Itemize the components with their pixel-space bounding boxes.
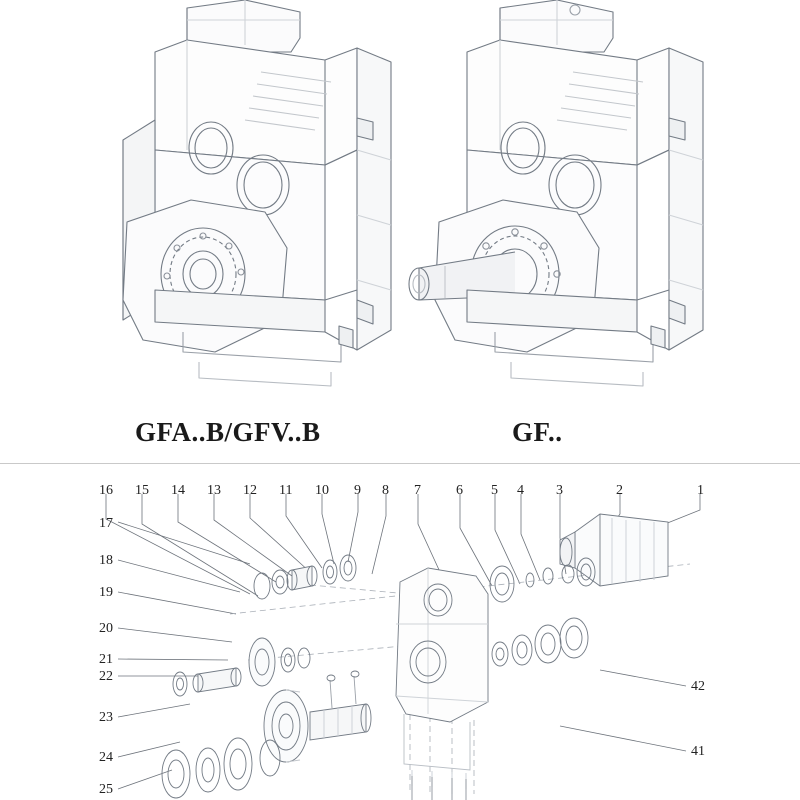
part-label-18: 18: [99, 553, 113, 568]
part-label-21: 21: [99, 652, 113, 667]
part-label-42: 42: [691, 679, 705, 694]
part-label-22: 22: [99, 669, 113, 684]
part-label-11: 11: [279, 483, 293, 498]
exploded-view-section: [0, 464, 800, 800]
part-label-23: 23: [99, 710, 113, 725]
part-label-25: 25: [99, 782, 113, 797]
part-label-6: 6: [456, 483, 463, 498]
part-label-10: 10: [315, 483, 329, 498]
exploded-parts-drawing: [0, 464, 800, 800]
part-label-9: 9: [354, 483, 361, 498]
part-label-3: 3: [556, 483, 563, 498]
part-label-14: 14: [171, 483, 185, 498]
part-label-20: 20: [99, 621, 113, 636]
gearbox-drawing-left: [95, 0, 395, 400]
caption-right-drawing: GF..: [512, 417, 563, 447]
gearbox-drawing-right: [405, 0, 705, 400]
part-label-19: 19: [99, 585, 113, 600]
part-label-2: 2: [616, 483, 623, 498]
part-label-1: 1: [697, 483, 704, 498]
part-label-12: 12: [243, 483, 257, 498]
part-label-13: 13: [207, 483, 221, 498]
part-label-8: 8: [382, 483, 389, 498]
part-label-17: 17: [99, 516, 113, 531]
part-label-4: 4: [517, 483, 524, 498]
part-label-15: 15: [135, 483, 149, 498]
part-label-41: 41: [691, 744, 705, 759]
caption-left-drawing: GFA..B/GFV..B: [135, 417, 321, 447]
part-label-5: 5: [491, 483, 498, 498]
part-label-16: 16: [99, 483, 113, 498]
part-label-24: 24: [99, 750, 113, 765]
part-label-7: 7: [414, 483, 421, 498]
